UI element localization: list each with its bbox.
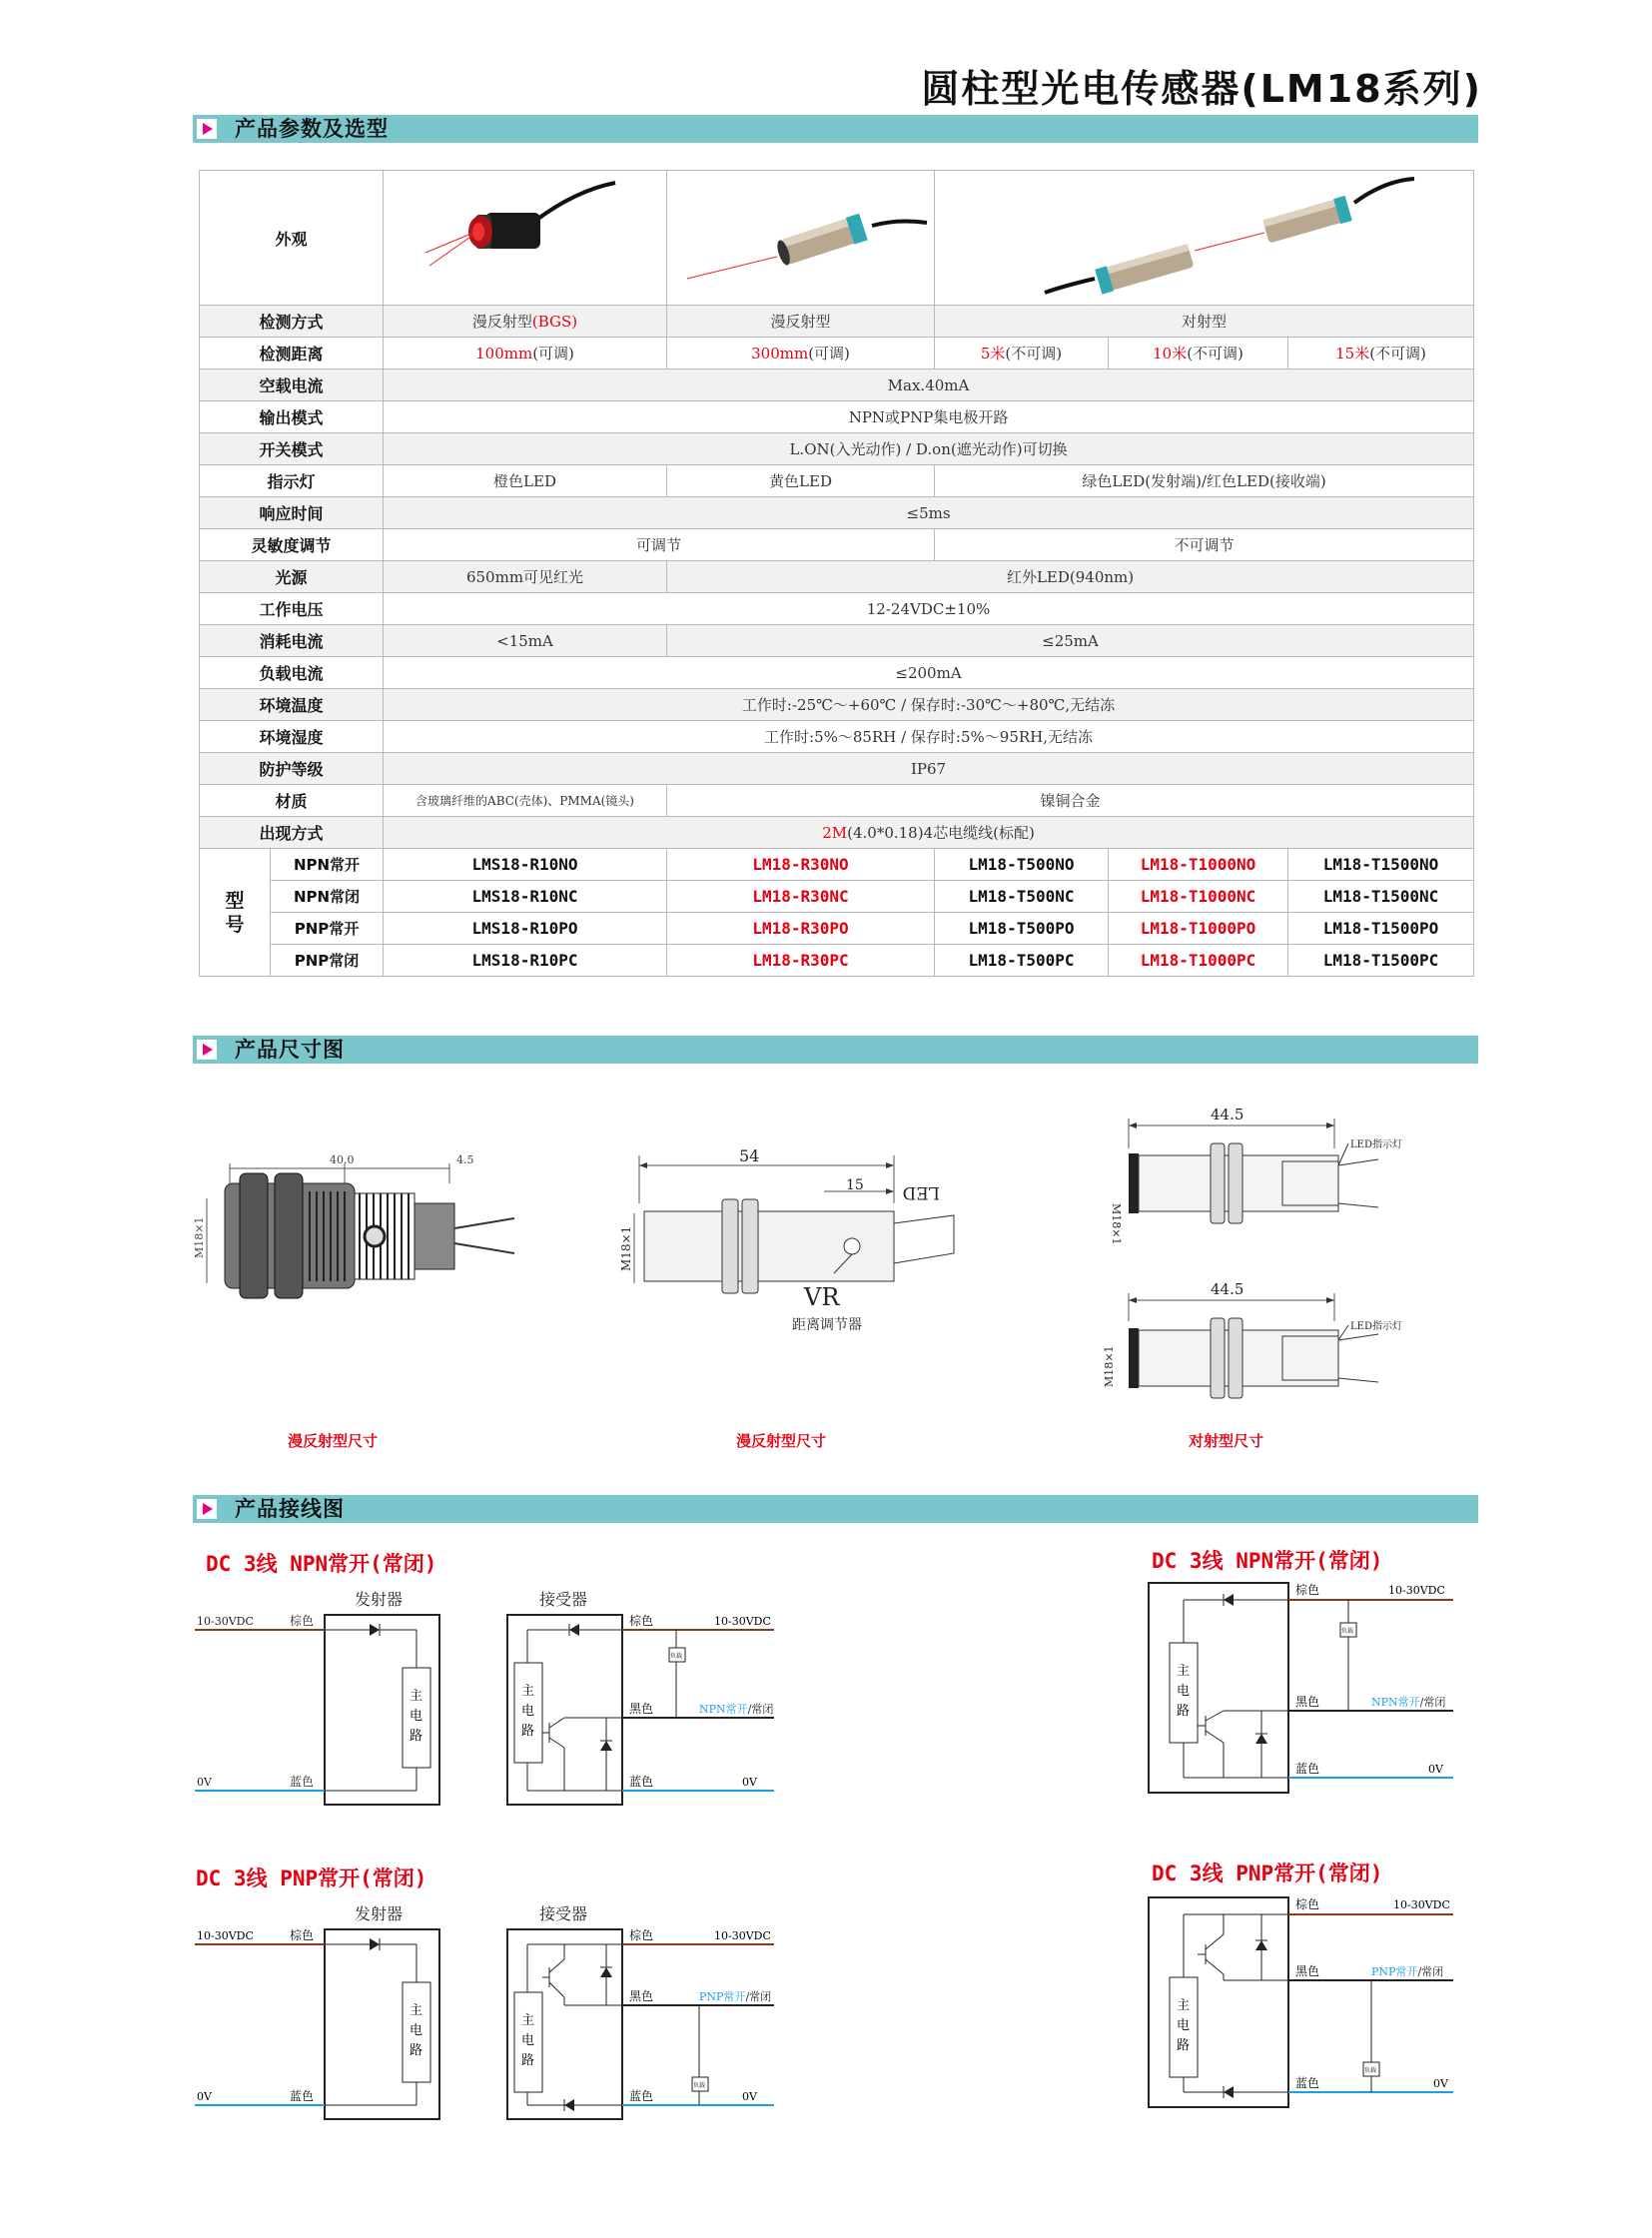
main-circuit-label: 主 — [410, 2003, 423, 2018]
dim-label: 40.0 — [330, 1153, 355, 1166]
row-label: 防护等级 — [200, 753, 384, 785]
model-label: 型 号 — [200, 849, 271, 977]
dim-label: 4.5 — [456, 1153, 474, 1166]
row-label: 空载电流 — [200, 370, 384, 401]
model-cell: LM18-T1000NC — [1109, 881, 1288, 913]
cell: 100mm(可调) — [384, 338, 667, 370]
load-label: 负载 — [1364, 2067, 1377, 2074]
vcc-label: 10-30VDC — [714, 1929, 771, 1942]
load-label: 负载 — [1341, 1628, 1354, 1635]
page-title: 圆柱型光电传感器(LM18系列) — [921, 67, 1482, 111]
dim-label: M18×1 — [193, 1216, 206, 1258]
cell: 5米(不可调) — [935, 338, 1109, 370]
vr-caption: 距离调节器 — [792, 1317, 862, 1333]
dim-label: M18×1 — [1103, 1345, 1116, 1387]
main-circuit-label: 主 — [521, 1684, 535, 1699]
model-cell: LM18-T1000PO — [1109, 913, 1288, 945]
wiring-title: DC 3线 PNP常开(常闭) — [196, 1866, 427, 1890]
row-label: 光源 — [200, 561, 384, 593]
main-circuit-label: 主 — [1177, 1664, 1191, 1679]
cell: 不可调节 — [935, 529, 1474, 561]
npn-output-label: NPN常开/常闭 — [1371, 1696, 1446, 1709]
model-cell: LMS18-R10NO — [384, 849, 667, 881]
main-circuit-label: 路 — [410, 2043, 423, 2058]
dimension-drawing-through-beam — [1099, 1104, 1418, 1403]
product-image-1 — [384, 171, 667, 306]
model-cell: LMS18-R10PO — [384, 913, 667, 945]
blue-label: 蓝色 — [1295, 2076, 1320, 2090]
cell: 含玻璃纤维的ABC(壳体)、PMMA(镜头) — [384, 785, 667, 817]
blue-label: 蓝色 — [629, 2089, 654, 2103]
model-cell: LM18-T1000NO — [1109, 849, 1288, 881]
wiring-title: DC 3线 NPN常开(常闭) — [206, 1552, 437, 1576]
model-cell: LM18-T500PO — [935, 913, 1109, 945]
vcc-label: 10-30VDC — [197, 1615, 254, 1628]
row-label: 检测方式 — [200, 306, 384, 338]
section-title: 产品尺寸图 — [235, 1038, 345, 1062]
cell: 漫反射型(BGS) — [384, 306, 667, 338]
black-label: 黑色 — [629, 1989, 654, 2003]
cell: ≤200mA — [384, 657, 1474, 689]
cell: NPN或PNP集电极开路 — [384, 401, 1474, 433]
emitter-label: 发射器 — [355, 1904, 404, 1923]
model-cell: LMS18-R10PC — [384, 945, 667, 977]
cell: 工作时:-25℃～+60℃ / 保存时:-30℃～+80℃,无结冻 — [384, 689, 1474, 721]
brown-label: 棕色 — [629, 1928, 654, 1942]
receiver-label: 接受器 — [539, 1590, 588, 1609]
spec-table — [199, 170, 1474, 977]
black-label: 黑色 — [1295, 1964, 1320, 1978]
receiver-label: 接受器 — [539, 1904, 588, 1923]
cell: L.ON(入光动作) / D.on(遮光动作)可切换 — [384, 433, 1474, 465]
model-cell: LM18-T500NC — [935, 881, 1109, 913]
model-type: NPN常闭 — [271, 881, 384, 913]
product-image-2 — [667, 171, 935, 306]
vcc-label: 10-30VDC — [1388, 1584, 1445, 1597]
section-bar-params — [193, 115, 1478, 143]
model-cell: LM18-T1500PC — [1288, 945, 1474, 977]
row-label: 灵敏度调节 — [200, 529, 384, 561]
cell: 650mm可见红光 — [384, 561, 667, 593]
vcc-label: 10-30VDC — [714, 1615, 771, 1628]
model-type: PNP常开 — [271, 913, 384, 945]
section-title: 产品接线图 — [235, 1497, 345, 1521]
wiring-diagram-npn-single — [1144, 1578, 1473, 1818]
dim-caption: 对射型尺寸 — [1189, 1432, 1264, 1450]
sensor-through-beam-image — [935, 171, 1474, 301]
brown-label: 棕色 — [1295, 1583, 1320, 1597]
model-cell: LM18-T500NO — [935, 849, 1109, 881]
npn-output-label: NPN常开/常闭 — [699, 1703, 774, 1716]
wiring-diagram-npn-pair — [195, 1583, 794, 1823]
led-label: LED — [902, 1182, 940, 1202]
blue-label: 蓝色 — [290, 2089, 315, 2103]
dim-label: M18×1 — [619, 1225, 633, 1271]
blue-label: 蓝色 — [629, 1775, 654, 1789]
pnp-output-label: PNP常开/常闭 — [1371, 1965, 1444, 1978]
model-cell: LM18-R30PC — [667, 945, 935, 977]
row-label: 消耗电流 — [200, 625, 384, 657]
cell: IP67 — [384, 753, 1474, 785]
dim-label: 54 — [739, 1146, 760, 1165]
zero-label: 0V — [742, 1776, 757, 1789]
main-circuit-label: 电 — [1177, 2018, 1191, 2033]
load-label: 负载 — [670, 1653, 683, 1660]
play-icon — [197, 119, 217, 139]
cell: 绿色LED(发射端)/红色LED(接收端) — [935, 465, 1474, 497]
appearance-label: 外观 — [200, 171, 384, 306]
vcc-label: 10-30VDC — [1393, 1898, 1450, 1911]
black-label: 黑色 — [1295, 1695, 1320, 1709]
main-circuit-label: 路 — [521, 2053, 535, 2068]
vcc-label: 10-30VDC — [197, 1929, 254, 1942]
brown-label: 棕色 — [629, 1614, 654, 1628]
brown-label: 棕色 — [290, 1928, 315, 1942]
blue-label: 蓝色 — [1295, 1762, 1320, 1776]
brown-label: 棕色 — [290, 1614, 315, 1628]
blue-label: 蓝色 — [290, 1775, 315, 1789]
cell: 12-24VDC±10% — [384, 593, 1474, 625]
model-cell: LM18-T1500NO — [1288, 849, 1474, 881]
row-label: 环境湿度 — [200, 721, 384, 753]
cell: 对射型 — [935, 306, 1474, 338]
zero-label: 0V — [197, 1776, 212, 1789]
dim-label: 15 — [846, 1177, 864, 1193]
vr-label: VR — [804, 1283, 840, 1311]
model-cell: LM18-T500PC — [935, 945, 1109, 977]
model-cell: LM18-T1000PC — [1109, 945, 1288, 977]
product-image-3 — [935, 171, 1474, 306]
play-icon — [197, 1040, 217, 1060]
cell: <15mA — [384, 625, 667, 657]
cell: ≤25mA — [667, 625, 1474, 657]
main-circuit-label: 主 — [1177, 1998, 1191, 2013]
main-circuit-label: 电 — [410, 2023, 423, 2038]
wiring-diagram-pnp-single — [1144, 1892, 1473, 2132]
zero-label: 0V — [197, 2090, 212, 2103]
black-label: 黑色 — [629, 1702, 654, 1716]
dim-label: 44.5 — [1211, 1106, 1244, 1123]
dim-label: M18×1 — [1110, 1203, 1123, 1245]
model-cell: LM18-R30NO — [667, 849, 935, 881]
row-label: 开关模式 — [200, 433, 384, 465]
model-cell: LM18-T1500NC — [1288, 881, 1474, 913]
load-label: 负载 — [693, 2082, 706, 2089]
section-title: 产品参数及选型 — [235, 117, 389, 141]
wiring-title: DC 3线 PNP常开(常闭) — [1152, 1862, 1383, 1885]
brown-label: 棕色 — [1295, 1897, 1320, 1911]
row-label: 环境温度 — [200, 689, 384, 721]
led-label: LED指示灯 — [1350, 1321, 1402, 1332]
dimension-drawing-bgs — [195, 1143, 534, 1323]
model-cell: LMS18-R10NC — [384, 881, 667, 913]
sensor-diffuse-image — [667, 171, 935, 301]
pnp-output-label: PNP常开/常闭 — [699, 1990, 772, 2003]
play-icon — [197, 1499, 217, 1519]
section-bar-dims — [193, 1036, 1478, 1064]
model-cell: LM18-T1500PO — [1288, 913, 1474, 945]
cell: 15米(不可调) — [1288, 338, 1474, 370]
led-label: LED指示灯 — [1350, 1139, 1402, 1150]
row-label: 指示灯 — [200, 465, 384, 497]
cell: 工作时:5%～85RH / 保存时:5%～95RH,无结冻 — [384, 721, 1474, 753]
cell: 镍铜合金 — [667, 785, 1474, 817]
row-label: 材质 — [200, 785, 384, 817]
cell: 红外LED(940nm) — [667, 561, 1474, 593]
cell: 黄色LED — [667, 465, 935, 497]
wiring-diagram-pnp-pair — [195, 1897, 794, 2137]
section-bar-wiring — [193, 1495, 1478, 1523]
main-circuit-label: 电 — [521, 1704, 535, 1719]
zero-label: 0V — [742, 2090, 757, 2103]
cell: 漫反射型 — [667, 306, 935, 338]
row-label: 响应时间 — [200, 497, 384, 529]
main-circuit-label: 路 — [521, 1724, 535, 1739]
model-type: PNP常闭 — [271, 945, 384, 977]
row-label: 出现方式 — [200, 817, 384, 849]
model-cell: LM18-R30PO — [667, 913, 935, 945]
zero-label: 0V — [1433, 2077, 1448, 2090]
main-circuit-label: 路 — [1177, 2038, 1191, 2053]
row-label: 负载电流 — [200, 657, 384, 689]
dim-label: 44.5 — [1211, 1280, 1244, 1298]
cell: ≤5ms — [384, 497, 1474, 529]
dim-caption: 漫反射型尺寸 — [736, 1432, 827, 1450]
model-type: NPN常开 — [271, 849, 384, 881]
row-label: 输出模式 — [200, 401, 384, 433]
main-circuit-label: 路 — [1177, 1704, 1191, 1719]
dim-caption: 漫反射型尺寸 — [288, 1432, 379, 1450]
model-cell: LM18-R30NC — [667, 881, 935, 913]
cell: 10米(不可调) — [1109, 338, 1288, 370]
cell: 可调节 — [384, 529, 935, 561]
main-circuit-label: 电 — [521, 2033, 535, 2048]
main-circuit-label: 电 — [410, 1709, 423, 1724]
dimension-drawing-diffuse — [604, 1143, 964, 1343]
sensor-bgs-image — [386, 171, 665, 301]
main-circuit-label: 路 — [410, 1729, 423, 1744]
emitter-label: 发射器 — [355, 1590, 404, 1609]
cell: 橙色LED — [384, 465, 667, 497]
row-label: 工作电压 — [200, 593, 384, 625]
zero-label: 0V — [1428, 1763, 1443, 1776]
main-circuit-label: 电 — [1177, 1684, 1191, 1699]
cell: 2M(4.0*0.18)4芯电缆线(标配) — [384, 817, 1474, 849]
cell: Max.40mA — [384, 370, 1474, 401]
cell: 300mm(可调) — [667, 338, 935, 370]
main-circuit-label: 主 — [410, 1689, 423, 1704]
main-circuit-label: 主 — [521, 2013, 535, 2028]
wiring-title: DC 3线 NPN常开(常闭) — [1152, 1549, 1383, 1573]
row-label: 检测距离 — [200, 338, 384, 370]
